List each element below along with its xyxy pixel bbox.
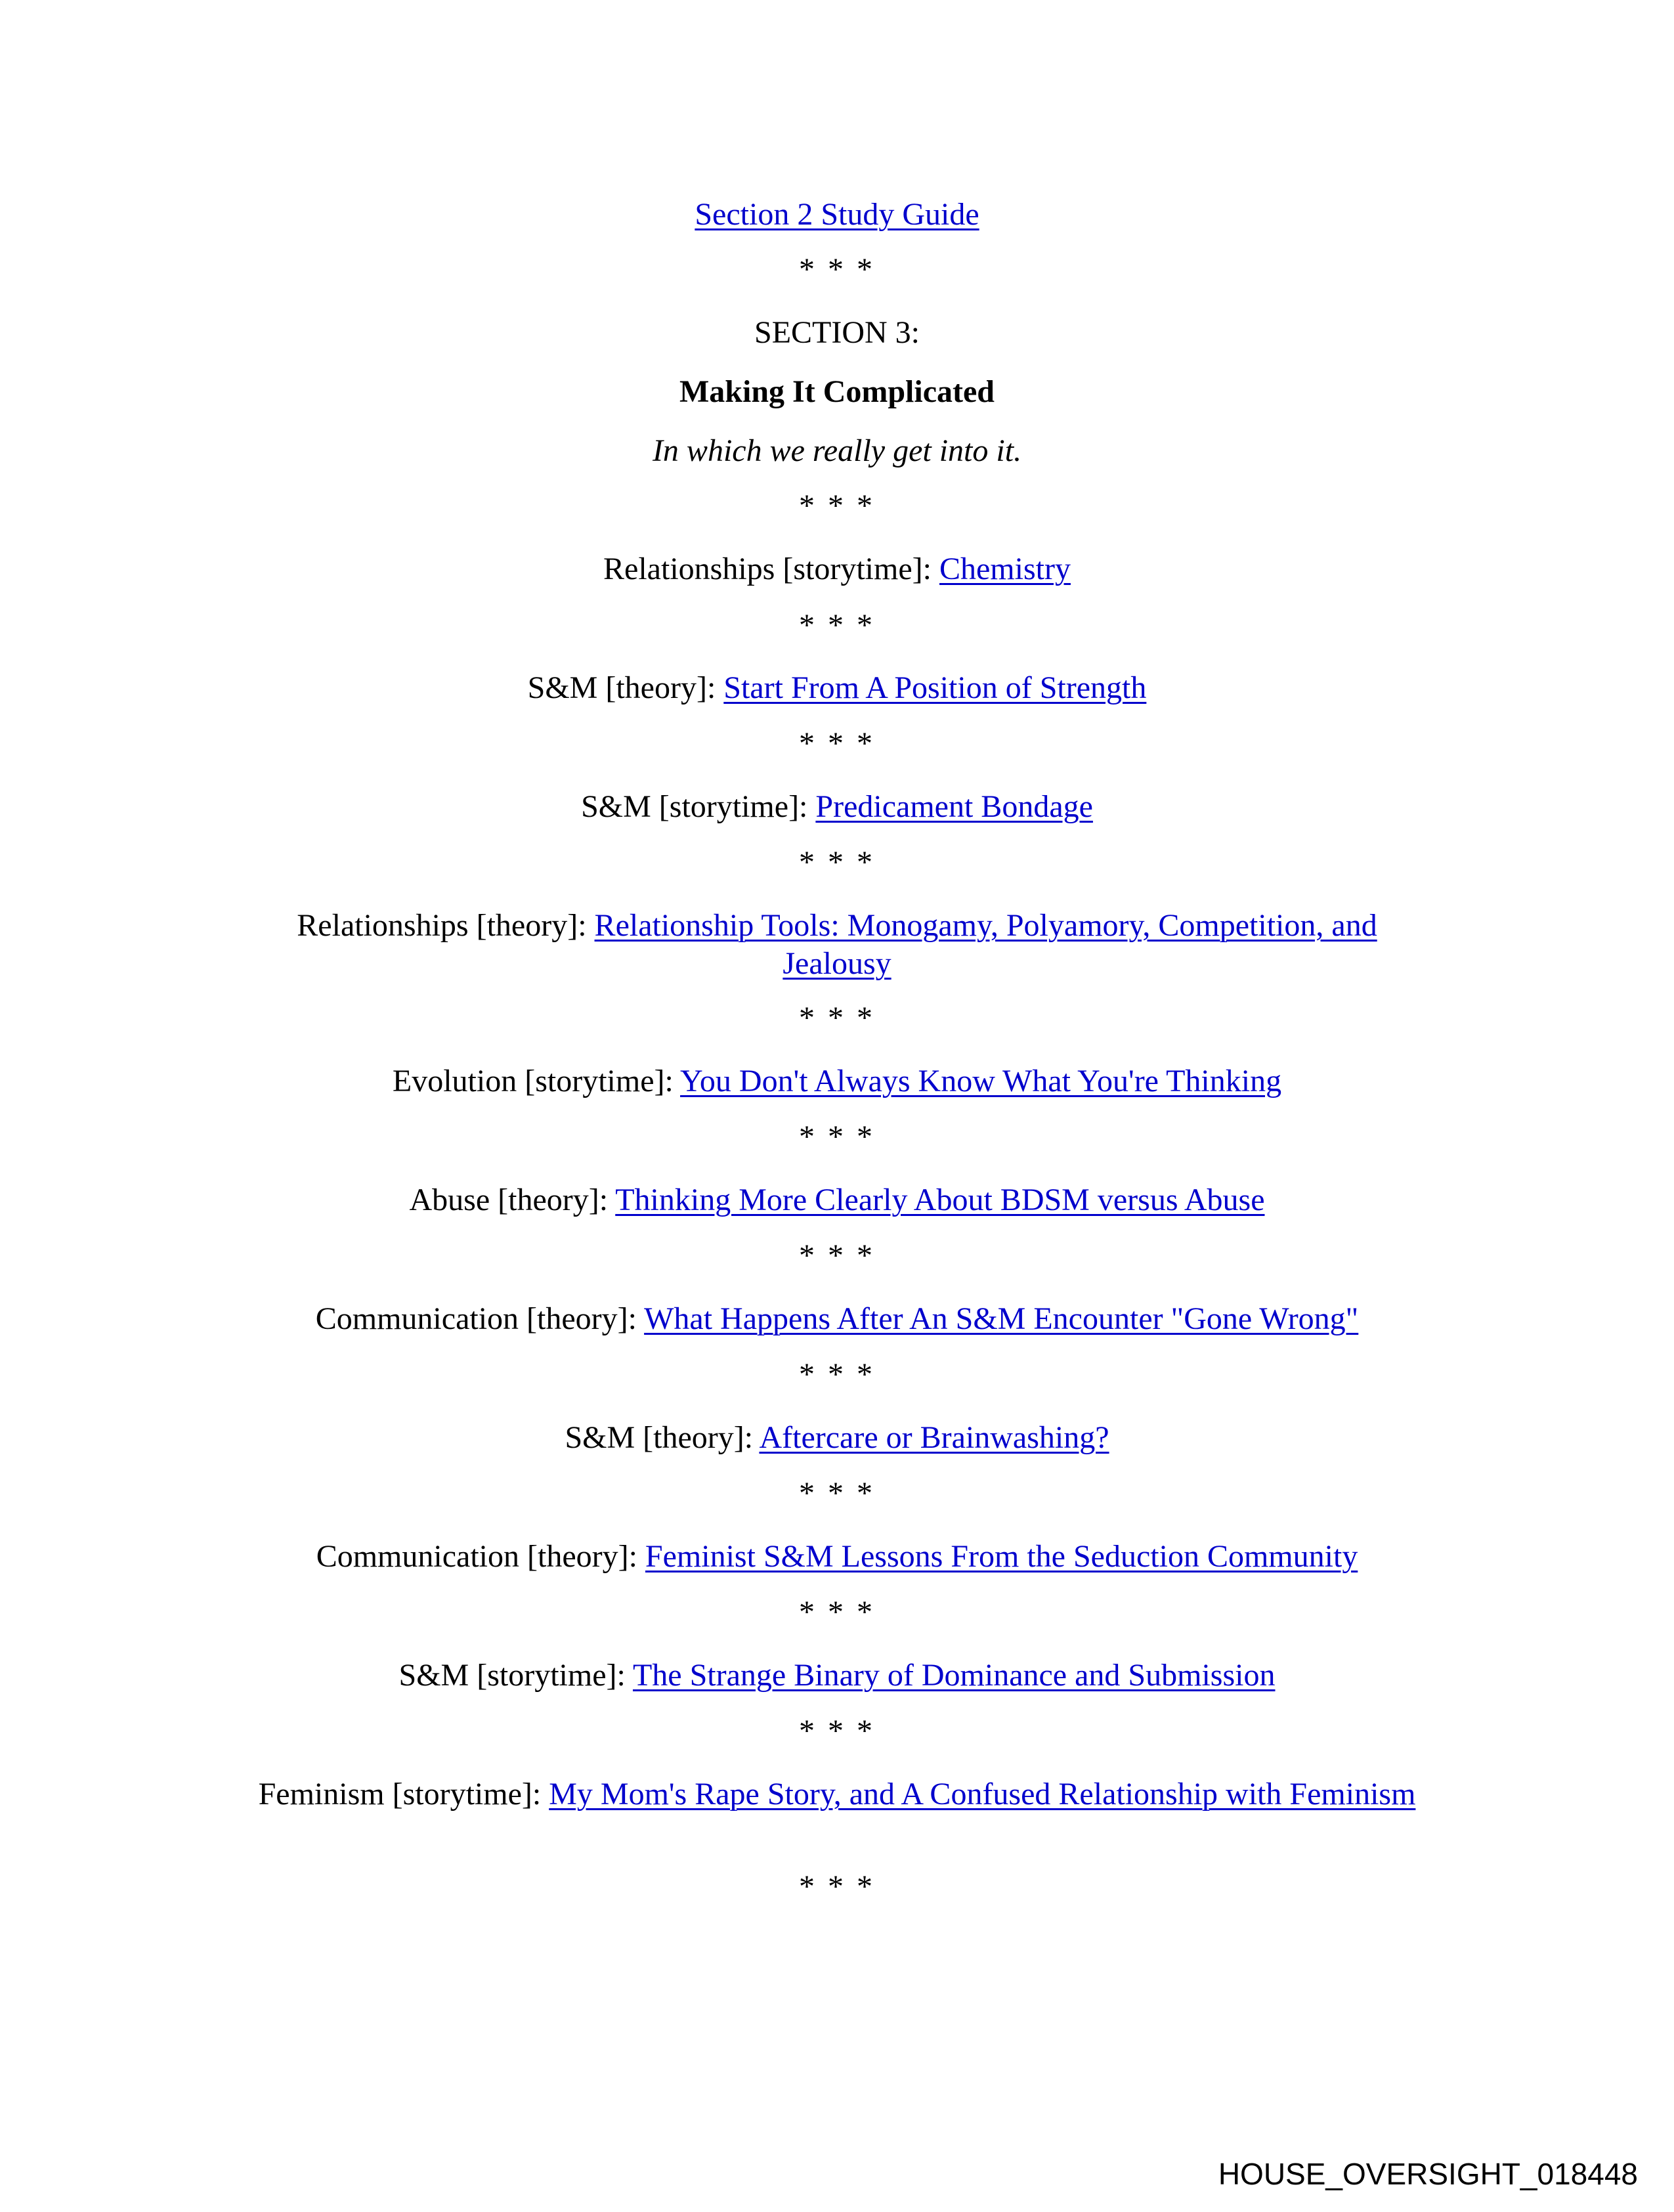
entry-link[interactable]: What Happens After An S&M Encounter "Gone Wrong" bbox=[644, 1301, 1359, 1336]
section-2-study-guide-link[interactable]: Section 2 Study Guide bbox=[695, 197, 979, 232]
toc-entry bbox=[0, 1775, 1674, 1813]
entry-prefix: S&M [theory]: bbox=[527, 670, 724, 705]
separator: * * * bbox=[799, 1119, 875, 1154]
separator: * * * bbox=[799, 1001, 875, 1035]
entry-prefix: S&M [storytime]: bbox=[581, 789, 816, 824]
entry-link[interactable]: Thinking More Clearly About BDSM versus Abuse bbox=[615, 1182, 1265, 1217]
separator: * * * bbox=[799, 1238, 875, 1273]
entry-prefix: Feminism [storytime]: bbox=[258, 1777, 549, 1811]
section-title: Making It Complicated bbox=[679, 374, 995, 409]
entry-prefix: Relationships [storytime]: bbox=[603, 552, 939, 586]
toc-entry bbox=[0, 669, 1674, 707]
separator: * * * bbox=[799, 1595, 875, 1630]
toc-entry bbox=[0, 907, 1674, 983]
section-subtitle: In which we really get into it. bbox=[652, 433, 1022, 468]
toc-entry bbox=[0, 1419, 1674, 1457]
entry-prefix: Relationships [theory]: bbox=[297, 908, 595, 943]
toc-entry bbox=[0, 1181, 1674, 1219]
entry-link[interactable]: Feminist S&M Lessons From the Seduction Community bbox=[645, 1539, 1358, 1574]
separator: * * * bbox=[799, 488, 875, 523]
entry-prefix: S&M [storytime]: bbox=[398, 1658, 633, 1693]
toc-entry bbox=[0, 1062, 1674, 1100]
entry-link[interactable]: Aftercare or Brainwashing? bbox=[759, 1420, 1109, 1455]
section-2-study-guide-line bbox=[0, 196, 1674, 234]
entry-link[interactable]: Predicament Bondage bbox=[815, 789, 1093, 824]
separator: * * * bbox=[799, 726, 875, 761]
toc-entry bbox=[0, 1538, 1674, 1576]
entry-link[interactable]: Chemistry bbox=[939, 552, 1071, 586]
separator: * * * bbox=[799, 608, 875, 643]
entry-link[interactable]: You Don't Always Know What You're Thinking bbox=[680, 1064, 1282, 1098]
section-label: SECTION 3: bbox=[754, 315, 920, 350]
separator: * * * bbox=[799, 845, 875, 880]
entry-prefix: Communication [theory]: bbox=[315, 1301, 645, 1336]
entry-link[interactable]: The Strange Binary of Dominance and Submission bbox=[632, 1658, 1276, 1693]
entry-link[interactable]: My Mom's Rape Story, and A Confused Relationship with Feminism bbox=[549, 1777, 1416, 1811]
separator: * * * bbox=[799, 1869, 875, 1904]
entry-prefix: S&M [theory]: bbox=[565, 1420, 760, 1455]
bates-number: HOUSE_OVERSIGHT_018448 bbox=[1218, 2157, 1638, 2191]
separator: * * * bbox=[799, 252, 875, 287]
toc-entry bbox=[0, 1300, 1674, 1338]
entry-prefix: Communication [theory]: bbox=[316, 1539, 645, 1574]
separator: * * * bbox=[799, 1714, 875, 1748]
entry-link[interactable]: Relationship Tools: Monogamy, Polyamory, Competition, and Jealousy bbox=[594, 908, 1377, 981]
toc-entry bbox=[0, 550, 1674, 588]
toc-entry bbox=[0, 788, 1674, 826]
entry-prefix: Abuse [theory]: bbox=[409, 1182, 616, 1217]
toc-entry bbox=[0, 1657, 1674, 1695]
separator: * * * bbox=[799, 1476, 875, 1511]
entry-prefix: Evolution [storytime]: bbox=[392, 1064, 681, 1098]
separator: * * * bbox=[799, 1357, 875, 1392]
entry-link[interactable]: Start From A Position of Strength bbox=[723, 670, 1147, 705]
